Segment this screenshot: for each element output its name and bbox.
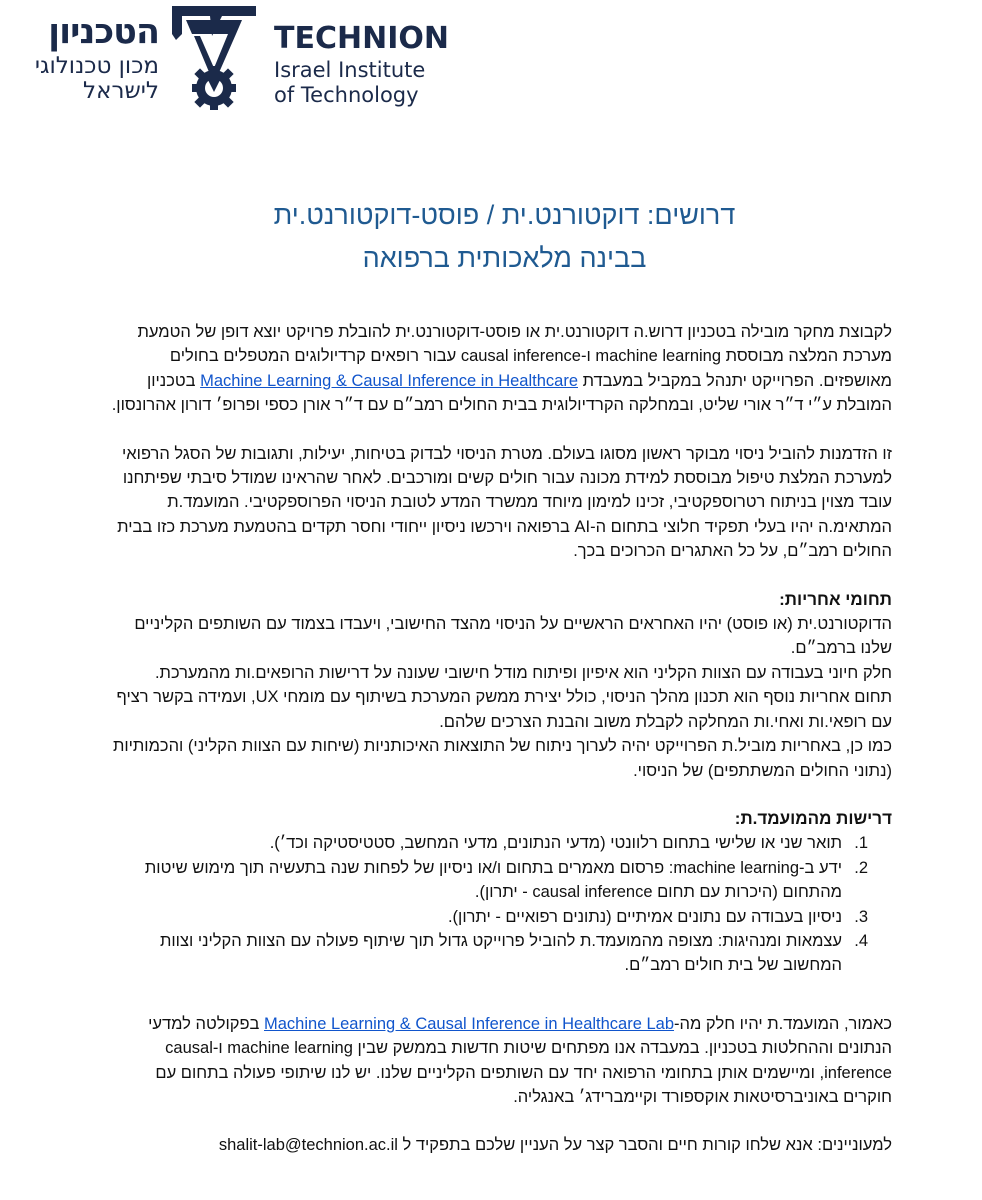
requirement-text-b: : פרסום מאמרים בתחום ו/או ניסיון של לפחות שנה בתעשיה תוך מימוש שיטות מהתחום (היכרות עם תחום	[144, 858, 842, 902]
lab-link-2[interactable]: Machine Learning & Causal Inference in Healthcare Lab	[264, 1014, 675, 1033]
contact-text: למעוניינים: אנא שלחו קורות חיים והסבר קצר על העניין שלכם בתפקיד ל	[397, 1136, 892, 1155]
lab-link[interactable]: Machine Learning & Causal Inference in Healthcare	[200, 371, 578, 390]
closing-causal-inference: causal inference	[165, 1039, 892, 1082]
logo-hebrew-name	[24, 10, 159, 104]
logo-hebrew-sub1: מכון טכנולוגי	[34, 53, 159, 79]
requirement-item	[108, 929, 892, 978]
logo-hebrew-title: הטכניון	[48, 12, 159, 52]
requirements-heading: דרישות מהמועמד.ת:	[734, 808, 892, 828]
page-title	[150, 194, 859, 280]
requirement-item	[108, 856, 892, 905]
requirement-number: 1.	[854, 834, 868, 853]
requirement-number: 4.	[854, 931, 868, 950]
technion-emblem-icon	[172, 6, 256, 112]
logo-english-sub1: Israel Institute	[274, 58, 426, 82]
contact-email[interactable]: shalit-lab@technion.ac.il	[218, 1136, 398, 1155]
responsibility-3	[108, 685, 892, 734]
responsibility-3-ux: UX	[255, 688, 279, 707]
responsibilities-heading: תחומי אחריות:	[779, 589, 892, 609]
logo-english-sub2: of Technology	[274, 83, 419, 107]
logo-english-name	[274, 20, 449, 108]
responsibility-4: כמו כן, באחריות מוביל.ת הפרוייקט יהיה לערוך ניתוח של התוצאות האיכותניות (שיחות עם הצוות הקליני) והכמותיות (נתוני החולים המשתתפים) של הניסוי.	[112, 737, 892, 780]
requirement-item	[108, 905, 892, 929]
intro-text-3: בטכניון המובלת ע״י ד״ר אורי שליט, ובמחלקה הקרדיולוגית בבית החולים רמב״ם עם ד״ר אורן כספי ופרופ׳ דורון אהרונסון.	[111, 371, 892, 415]
opportunity-paragraph	[108, 442, 892, 564]
closing-text-1: כאמור, המועמד.ת יהיו חלק מה-	[674, 1014, 892, 1033]
logo-hebrew-sub2: לישראל	[83, 78, 159, 104]
intro-text-2: עבור רופאים קרדיולוגים המטפלים בחולים מאושפזים. הפרוייקט יתנהל במקביל במעבדת	[169, 347, 892, 390]
requirement-text: תואר שני או שלישי בתחום רלוונטי (מדעי הנתונים, מדעי המחשב, סטטיסטיקה וכד׳).	[269, 834, 842, 853]
intro-and: ו-	[581, 347, 596, 366]
title-line-2: בבינה מלאכותית ברפואה	[362, 243, 647, 273]
requirement-text: ניסיון בעבודה עם נתונים אמיתיים (נתונים רפואיים - יתרון).	[447, 907, 842, 926]
opportunity-text-1: זו הזדמנות להוביל ניסוי מבוקר ראשון מסוגו בעולם. מטרת הניסוי לבדוק בטיחות, יעילות, ותגובות של הסגל הרפואי למערכת המלצת טיפול מבוססת למידת מכונה עבור חולים קשים ומורכבים. לאחר שהראינו שמודל סיבתי שפיתחנו עובד מצוין בניתוח רטרוספקטיבי, זכינו למימון מיוחד ממשרד המדע לטובת הניסוי הפרוספקטיבי. המועמד.ת המתאימ.ה יהיו בעלי תפקיד חלוצי בתחום ה-	[122, 444, 892, 536]
responsibility-3-text-a: תחום אחריות נוסף הוא תכנון מהלך הניסוי, כולל יצירת ממשק המערכת בשיתוף עם מומחי	[278, 688, 892, 707]
responsibility-1: הדוקטורנט.ית (או פוסט) יהיו האחראים הראשיים על הניסוי מהצד החישובי, ויעבדו בצמוד עם השותפים הקליניים שלנו ברמב״ם.	[134, 615, 892, 658]
requirements-list	[108, 831, 892, 977]
closing-text-2: בפקולטה למדעי הנתונים וההחלטות בטכניון. במעבדה אנו מפתחים שיטות חדשות בממשק שבין	[148, 1014, 892, 1058]
responsibility-3-text-b: , ועמידה בקשר רציף עם רופאי.ות ואחי.ות המחלקה לקבלת משוב והבנת הצרכים שלהם.	[116, 688, 892, 731]
requirement-machine-learning: machine learning	[673, 858, 800, 877]
closing-machine-learning: machine learning	[227, 1039, 353, 1058]
technion-logo	[24, 6, 449, 116]
requirement-causal-inference: causal inference	[532, 883, 653, 902]
logo-english-title: TECHNION	[274, 21, 449, 56]
requirement-text: עצמאות ומנהיגות: מצופה מהמועמד.ת להוביל פרוייקט גדול תוך שיתוף פעולה עם הצוות הקליני וצוות המחשוב של בית חולים רמב״ם.	[159, 931, 842, 975]
requirement-text-c: - יתרון).	[474, 883, 533, 902]
title-line-1: דרושים: דוקטורנט.ית / פוסט-דוקטורנט.ית	[273, 200, 736, 230]
requirement-number: 3.	[854, 907, 868, 926]
closing-paragraph	[108, 1012, 892, 1110]
requirement-number: 2.	[854, 858, 868, 877]
intro-machine-learning: machine learning	[595, 347, 722, 366]
intro-causal-inference: causal inference	[460, 347, 581, 366]
requirement-text-a: ידע ב-	[799, 858, 842, 877]
requirement-item	[108, 831, 892, 855]
responsibility-2: חלק חיוני בעבודה עם הצוות הקליני הוא איפיון ופיתוח מודל חישובי שעונה על דרישות הרופאים.ות מהמערכת.	[154, 663, 892, 682]
contact-line	[108, 1133, 892, 1157]
closing-text-4: , ומיישמים אותן בתחומי הרפואה יחד עם השותפים הקליניים שלנו. יש לנו שיתופי פעולה בתחום עם חוקרים באוניברסיטאות אוקספורד וקיימברידג׳ באנגליה.	[155, 1063, 892, 1106]
closing-text-3: ו-	[212, 1039, 228, 1058]
job-posting-body	[108, 320, 892, 1158]
intro-paragraph	[108, 320, 892, 418]
opportunity-text-2: ברפואה וירכשו ניסיון ייחודי וחסר תקדים בהטמעת מערכת כזו בבית החולים רמב״ם, על כל האתגרים הכרוכים בכך.	[117, 517, 892, 561]
intro-text-1: לקבוצת מחקר מובילה בטכניון דרוש.ה דוקטורנט.ית או פוסט-דוקטורנט.ית להובלת פרויקט יוצא דופן של הטמעת מערכת המלצה מבוססת	[137, 323, 892, 366]
opportunity-ai: AI	[574, 517, 591, 536]
